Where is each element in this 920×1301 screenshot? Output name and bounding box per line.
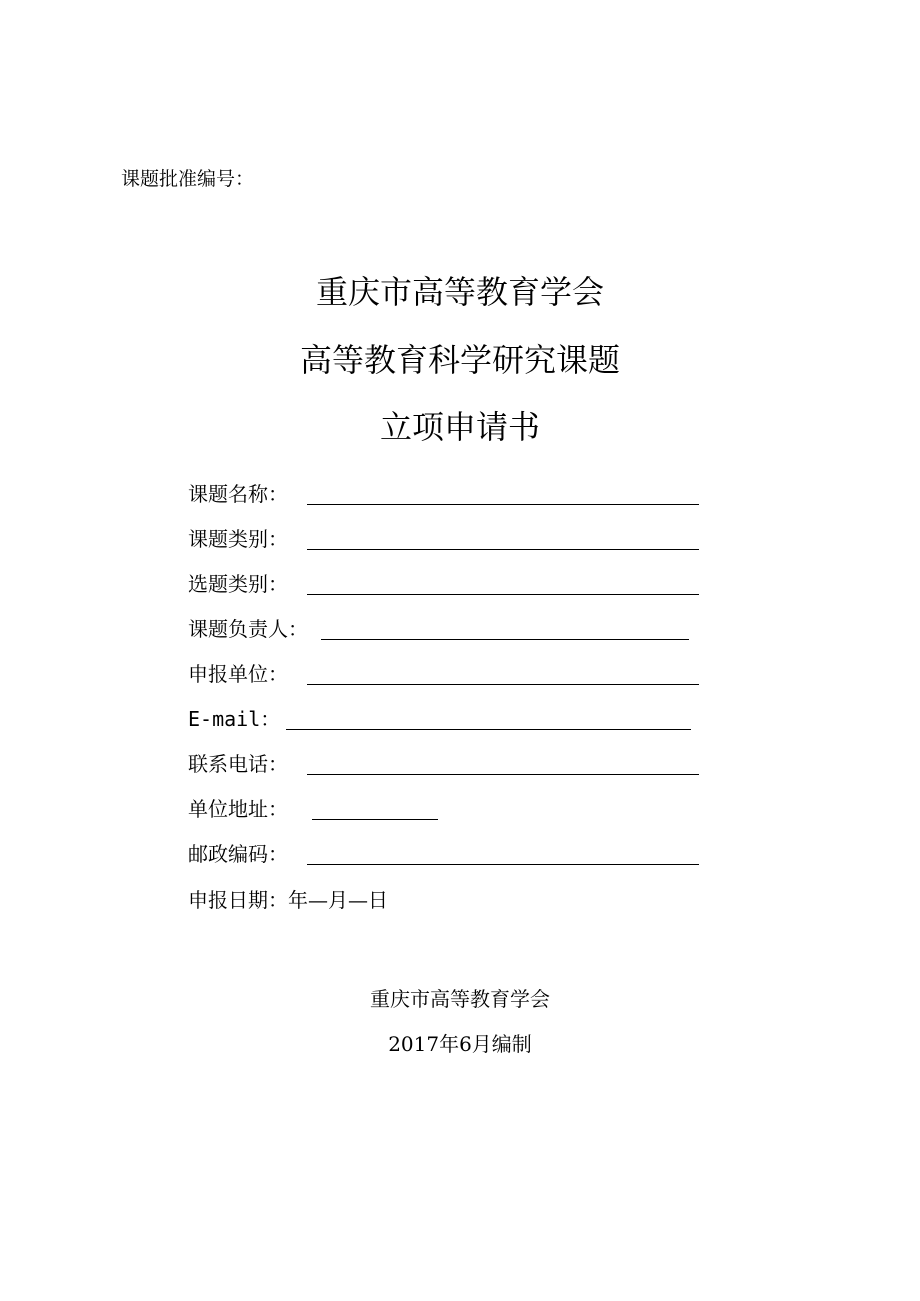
field-postcode-label: 邮政编码： <box>188 842 288 866</box>
field-leader-label: 课题负责人： <box>188 617 308 641</box>
field-postcode <box>188 838 699 868</box>
field-date <box>188 884 388 914</box>
field-unit-label: 申报单位： <box>188 662 288 686</box>
title-research-topic: 高等教育科学研究课题 <box>299 341 620 379</box>
title-application: 立项申请书 <box>379 408 540 446</box>
field-phone-label: 联系电话： <box>188 752 288 776</box>
field-address-label: 单位地址： <box>188 797 288 821</box>
field-topic-name-label: 课题名称： <box>188 482 288 506</box>
field-date-label: 申报日期：年—月—日 <box>188 888 388 912</box>
email-blank[interactable] <box>286 729 691 730</box>
address-blank[interactable] <box>312 819 438 820</box>
unit-blank[interactable] <box>307 684 699 685</box>
field-topic-category-label: 课题类别： <box>188 527 288 551</box>
field-email <box>188 703 691 733</box>
topic-category-blank[interactable] <box>307 549 699 550</box>
field-selection-category <box>188 568 699 598</box>
postcode-blank[interactable] <box>307 864 699 865</box>
footer-organization: 重庆市高等教育学会 <box>370 987 550 1011</box>
field-leader <box>188 613 689 643</box>
approval-number-label: 课题批准编号： <box>121 168 255 190</box>
leader-blank[interactable] <box>321 639 689 640</box>
field-unit <box>188 658 699 688</box>
field-phone <box>188 748 699 778</box>
topic-name-blank[interactable] <box>307 504 699 505</box>
footer-compiled-date: 2017年6月编制 <box>388 1032 532 1056</box>
field-topic-category <box>188 523 699 553</box>
field-address <box>188 793 438 823</box>
selection-category-blank[interactable] <box>307 594 699 595</box>
field-email-label: E-mail： <box>188 707 281 731</box>
title-organization: 重庆市高等教育学会 <box>315 273 604 311</box>
phone-blank[interactable] <box>307 774 699 775</box>
field-topic-name <box>188 478 699 508</box>
field-selection-category-label: 选题类别： <box>188 572 288 596</box>
